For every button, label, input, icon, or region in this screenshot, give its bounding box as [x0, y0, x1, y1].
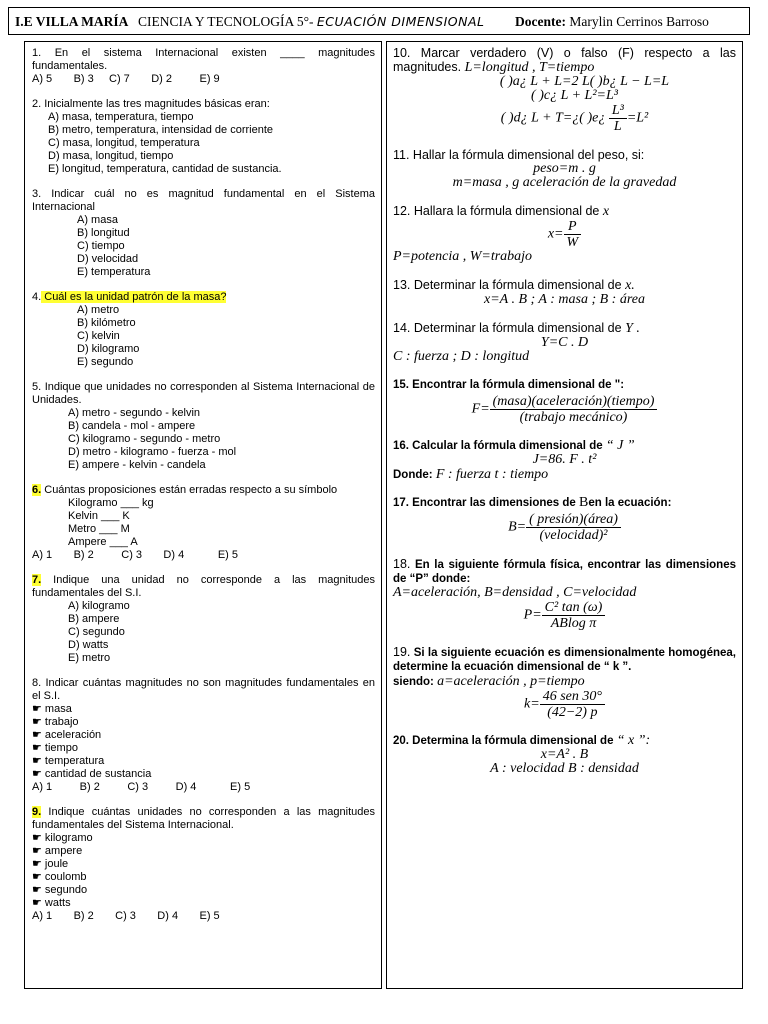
question-text: 5. Indique que unidades no corresponden al Sistema Internacional de Unidades. [32, 381, 375, 406]
fraction-denominator: (trabajo mecánico) [519, 410, 628, 425]
question-text: 2. Inicialmente las tres magnitudes básicas eran: [32, 98, 270, 110]
question-body: Cuál es la unidad patrón de la masa? [41, 291, 227, 303]
statement-de [393, 103, 736, 134]
fraction [609, 103, 627, 134]
subject-title [138, 14, 484, 30]
question-text [393, 321, 736, 336]
right-column [386, 41, 743, 989]
fraction-denominator: (velocidad)² [539, 528, 608, 543]
definition-value: a=aceleración , p=tiempo [437, 674, 585, 689]
formula-lhs: x= [547, 226, 564, 242]
fraction [490, 394, 658, 425]
statement-de-left: ( )d¿ L + T=¿( )e¿ [500, 110, 609, 126]
answer-options: A) 1 B) 2 C) 3 D) 4 E) 5 [32, 781, 251, 793]
question-body-end: en la ecuación: [588, 497, 672, 509]
option: B) candela - mol - ampere [68, 420, 196, 432]
question-text: 11. Hallar la fórmula dimensional del peso, si: [393, 148, 645, 162]
question-body: 16. Calcular la fórmula dimensional de [393, 440, 606, 452]
answer-options: A) 1 B) 2 C) 3 D) 4 E) 5 [32, 910, 220, 922]
teacher-label: Docente: [515, 14, 566, 29]
formula: peso=m . g [533, 161, 596, 176]
question-9 [32, 806, 375, 923]
question-text: 8. Indicar cuántas magnitudes no son magnitudes fundamentales en el S.I. [32, 677, 375, 702]
question-body: 20. Determina la fórmula dimensional de [393, 735, 617, 747]
question-12 [393, 204, 736, 264]
option: E) temperatura [77, 266, 151, 278]
teacher-name: Marylin Cerrinos Barroso [565, 14, 709, 29]
variable: B [578, 495, 589, 510]
option: D) velocidad [77, 253, 139, 265]
fraction-denominator: (42−2) p [547, 705, 598, 720]
unit-item: ☛ joule [32, 858, 69, 870]
formula: Y=C . D [540, 335, 589, 350]
option: D) masa, longitud, tiempo [48, 150, 174, 162]
option: D) kilogramo [77, 343, 140, 355]
variable: x. [625, 278, 635, 293]
fraction-numerator: C² tan (ω) [542, 600, 606, 616]
question-body: 17. Encontrar las dimensiones de [393, 497, 579, 509]
definition: P=potencia , W=trabajo [393, 249, 533, 264]
unit-item: ☛ kilogramo [32, 832, 93, 844]
definition-label: Donde: [393, 469, 436, 481]
question-7 [32, 574, 375, 665]
question-body: En la siguiente fórmula física, encontrar las dimensiones de “P” donde: [393, 559, 736, 585]
formula-lhs: B= [508, 519, 527, 535]
fraction-denominator: ABlog π [550, 616, 597, 631]
question-body: 13. Determinar la fórmula dimensional de [393, 278, 626, 292]
question-text [393, 734, 736, 748]
definition: A=aceleración, B=densidad , C=velocidad [393, 585, 637, 600]
unit-item: ☛ watts [32, 897, 71, 909]
fraction [526, 512, 621, 543]
question-text [32, 291, 375, 304]
definition-value: F : fuerza t : tiempo [435, 467, 549, 482]
variable: x [602, 204, 610, 219]
magnitude-item: ☛ temperatura [32, 755, 105, 767]
question-text [393, 496, 736, 510]
option: C) tiempo [77, 240, 125, 252]
question-number: 6. [32, 484, 42, 496]
question-number: 9. [32, 806, 42, 818]
definition: m=masa , g aceleración de la gravedad [452, 175, 677, 190]
option: B) metro, temperatura, intensidad de corriente [48, 124, 274, 136]
question-13 [393, 278, 736, 307]
question-number: 18. [393, 557, 411, 571]
subject-prefix: CIENCIA Y TECNOLOGÍA 5°- [138, 14, 317, 29]
symbol-item: Kilogramo ___ kg [68, 497, 154, 509]
question-body: Indique cuántas unidades no corresponden a las magnitudes fundamentales del Sistema Internacional. [32, 806, 375, 831]
question-text [393, 645, 736, 674]
option: E) metro [68, 652, 111, 664]
fraction-numerator: (masa)(aceleración)(tiempo) [490, 394, 658, 410]
question-15 [393, 378, 736, 425]
definition-label: siendo: [393, 676, 438, 688]
teacher [515, 14, 709, 30]
formula [393, 219, 736, 250]
formula: x=A . B ; A : masa ; B : área [484, 292, 645, 307]
formula [393, 689, 736, 720]
definition [393, 674, 736, 689]
formula: x=A² . B [540, 747, 589, 762]
fraction-denominator: L [613, 119, 622, 134]
formula-lhs: P= [523, 607, 542, 623]
formula-lhs: F= [471, 401, 490, 417]
variable: “ J ” [605, 438, 635, 453]
question-text [393, 439, 736, 453]
option: E) ampere - kelvin - candela [68, 459, 206, 471]
option: B) kilómetro [77, 317, 136, 329]
question-body: 14. Determinar la fórmula dimensional de [393, 321, 626, 335]
variable: “ x ”: [616, 733, 651, 748]
magnitude-item: ☛ aceleración [32, 729, 102, 741]
fraction-numerator: ( presión)(área) [526, 512, 621, 528]
option: C) kelvin [77, 330, 120, 342]
question-body: Indique una unidad no corresponde a las magnitudes fundamentales del S.I. [32, 574, 375, 599]
unit-item: ☛ ampere [32, 845, 83, 857]
question-2 [32, 98, 375, 176]
question-number: 19. [393, 645, 411, 659]
option: B) ampere [68, 613, 120, 625]
question-body: 10. Marcar verdadero (V) o falso (F) respecto a las magnitudes. [393, 46, 736, 74]
question-1 [32, 47, 375, 86]
left-column [24, 41, 382, 989]
symbol-item: Ampere ___ A [68, 536, 138, 548]
option: C) kilogramo - segundo - metro [68, 433, 221, 445]
magnitude-item: ☛ tiempo [32, 742, 78, 754]
question-8 [32, 677, 375, 794]
school-name: I.E VILLA MARÍA [15, 14, 129, 29]
fraction [540, 689, 605, 720]
question-body: Cuántas proposiciones están erradas respecto a su símbolo [41, 484, 338, 496]
fraction-numerator: L³ [609, 103, 627, 119]
option: D) watts [68, 639, 109, 651]
option: A) masa, temperatura, tiempo [48, 111, 194, 123]
question-11 [393, 148, 736, 190]
unit-item: ☛ coulomb [32, 871, 87, 883]
question-20 [393, 734, 736, 776]
answer-options: A) 1 B) 2 C) 3 D) 4 E) 5 [32, 549, 238, 561]
answer-options: A) 5 B) 3 C) 7 D) 2 E) 9 [32, 73, 220, 85]
symbol-item: Metro ___ M [68, 523, 130, 535]
fraction [542, 600, 606, 631]
question-text [393, 46, 736, 75]
statement-de-right: =L² [626, 110, 649, 126]
statement-c: ( )c¿ L + L²=L³ [531, 88, 618, 103]
definition: A : velocidad B : densidad [490, 761, 639, 776]
question-body: Si la siguiente ecuación es dimensionalmente homogénea, determine la ecuación dimensional de “ k ”. [393, 647, 736, 673]
definition: L=longitud , T=tiempo [464, 60, 595, 75]
fraction-numerator: P [564, 219, 582, 235]
definition [393, 467, 736, 482]
variable: Y . [625, 321, 640, 336]
question-4 [32, 291, 375, 369]
question-16 [393, 439, 736, 482]
question-text [32, 806, 375, 832]
question-6 [32, 484, 375, 562]
formula [393, 394, 736, 425]
option: C) segundo [68, 626, 125, 638]
question-19 [393, 645, 736, 720]
question-body: 12. Hallara la fórmula dimensional de [393, 204, 603, 218]
question-3 [32, 188, 375, 279]
option: B) longitud [77, 227, 130, 239]
question-text: 15. Encontrar la fórmula dimensional de ": [393, 379, 625, 391]
option: D) metro - kilogramo - fuerza - mol [68, 446, 237, 458]
option: A) masa [77, 214, 118, 226]
fraction-denominator: W [566, 235, 579, 250]
option: E) longitud, temperatura, cantidad de sustancia. [48, 163, 282, 175]
fraction [564, 219, 582, 250]
fraction-numerator: 46 sen 30° [540, 689, 605, 705]
question-text: 3. Indicar cuál no es magnitud fundamental en el Sistema Internacional [32, 188, 375, 213]
question-text: 1. En el sistema Internacional existen ____ magnitudes fundamentales. [32, 47, 375, 72]
magnitude-item: ☛ trabajo [32, 716, 79, 728]
option: E) segundo [77, 356, 134, 368]
formula [393, 600, 736, 631]
question-17 [393, 496, 736, 543]
question-5 [32, 381, 375, 472]
question-text [393, 204, 736, 219]
worksheet-header [8, 7, 750, 35]
question-18 [393, 557, 736, 631]
question-text [393, 557, 736, 586]
question-text [32, 484, 375, 497]
unit-item: ☛ segundo [32, 884, 88, 896]
symbol-item: Kelvin ___ K [68, 510, 130, 522]
option: A) metro [77, 304, 120, 316]
question-number: 7. [32, 574, 42, 586]
question-10 [393, 46, 736, 134]
formula [393, 512, 736, 543]
subject-topic: ECUACIÓN DIMENSIONAL [316, 14, 485, 29]
option: C) masa, longitud, temperatura [48, 137, 200, 149]
option: A) metro - segundo - kelvin [68, 407, 201, 419]
option: A) kilogramo [68, 600, 130, 612]
magnitude-item: ☛ masa [32, 703, 72, 715]
magnitude-item: ☛ cantidad de sustancia [32, 768, 152, 780]
question-number: 4. [32, 291, 42, 303]
formula: J=86. F . t² [532, 452, 597, 467]
definition: C : fuerza ; D : longitud [393, 349, 530, 364]
question-14 [393, 321, 736, 364]
formula-lhs: k= [524, 696, 540, 712]
question-text [32, 574, 375, 600]
statement-ab: ( )a¿ L + L=2 L( )b¿ L − L=L [499, 74, 670, 89]
question-text [393, 278, 736, 293]
